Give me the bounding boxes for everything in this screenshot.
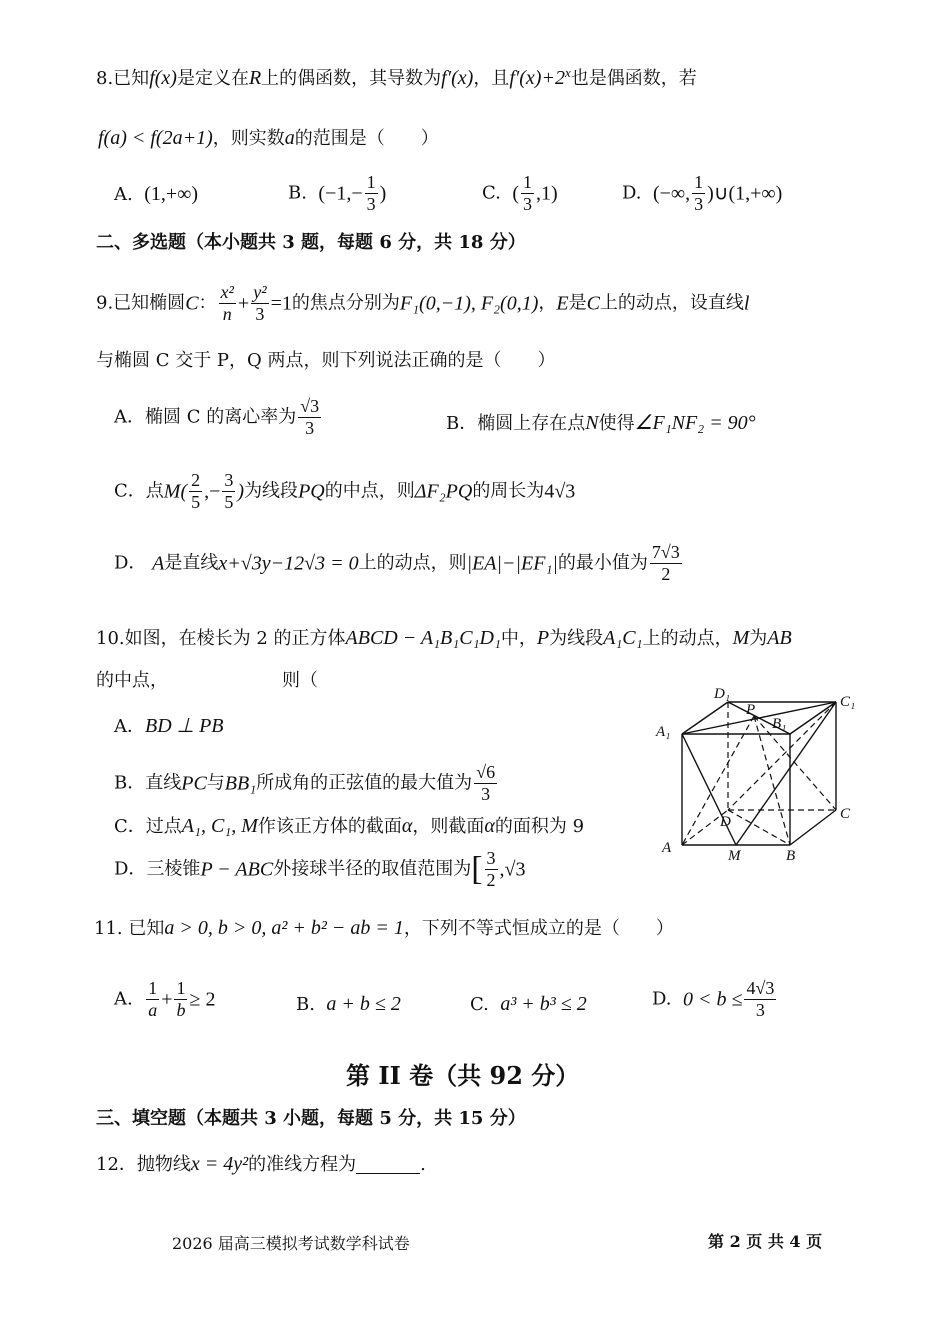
q10-line1: 10.如图，在棱长为 2 的正方体ABCD − A₁B₁C₁D₁中，P为线段A₁C₁上的动点，M为AB: [96, 627, 792, 649]
q8-line2: f(a) < f(2a+1)，则实数a的范围是（ ）: [98, 127, 439, 149]
label-p: P: [746, 702, 756, 718]
label-c1: C₁: [840, 694, 856, 710]
q10-option-b: B．直线PC与BB₁所成角的正弦值的最大值为 $\frac{√6}{3}$: [114, 762, 496, 804]
footer-title: 2026 届高三模拟考试数学科试卷: [172, 1234, 410, 1253]
label-m: M: [728, 848, 741, 864]
q10-option-c: C．过点A₁, C₁, M作该正方体的截面α，则截面α的面积为 9: [114, 815, 585, 837]
q9-option-d: D． A是直线x+√3y−12√3 = 0上的动点，则|EA|−|EF₁|的最小值为 $\frac{7√3}{2}$: [114, 542, 680, 584]
q12-answer-blank[interactable]: [356, 1155, 420, 1174]
q8-option-a: A. (1,+∞): [114, 183, 199, 205]
q10-option-a: A．BD ⊥ PB: [114, 715, 224, 737]
cube-figure: [650, 682, 870, 866]
q8-line1: 8.已知f(x)是定义在R上的偶函数，其导数为f′(x)，且$f'(x)+2^x$也是偶函数，若: [96, 65, 697, 89]
label-d: D: [720, 814, 731, 830]
label-d1: D₁: [714, 686, 731, 702]
label-b: B: [786, 848, 796, 864]
q8-option-d: D. (−∞, $\frac{1}{3}$ )∪(1,+∞): [622, 172, 783, 214]
q8-option-c: C. ( $\frac{1}{3}$ ,1): [482, 172, 558, 214]
section2-title: 二、多选题（本小题共 3 题，每题 6 分，共 18 分）: [96, 232, 526, 253]
q11-option-c: C. a³ + b³ ≤ 2: [470, 993, 587, 1015]
q11-option-d: D. 0 < b ≤ $\frac{4√3}{3}$: [652, 978, 775, 1020]
q8-option-b: B. (−1,− $\frac{1}{3}$ ): [288, 172, 387, 214]
label-b1: B₁: [772, 716, 787, 732]
q9-option-a: A．椭圆 C 的离心率为 $\frac{√3}{3}$: [114, 396, 320, 438]
label-c: C: [840, 806, 851, 822]
label-a1: A₁: [656, 724, 671, 740]
q11-option-b: B. a + b ≤ 2: [296, 993, 401, 1015]
page-number: 第 2 页 共 4 页: [708, 1232, 823, 1251]
q10-option-d: D．三棱锥P − ABC外接球半径的取值范围为[ $\frac{3}{2}$ ,√3: [114, 848, 526, 890]
label-a: A: [662, 840, 672, 856]
q11-line1: 11. 已知a > 0, b > 0, a² + b² − ab = 1，下列不等式恒成立的是（ ）: [94, 917, 674, 939]
q12-line: 12．抛物线x = 4y²的准线方程为 .: [96, 1153, 426, 1175]
q9-line2: 与椭圆 C 交于 P，Q 两点，则下列说法正确的是（ ）: [96, 350, 556, 371]
q11-option-a: A. $\frac{1}{a}$ + $\frac{1}{b}$ ≥ 2: [114, 978, 216, 1020]
part2-title: 第 II 卷（共 92 分）: [346, 1061, 580, 1090]
q9-line1: 9.已知椭圆C： $\frac{\text{x²}}{n}$ + $\frac{\text{y²}}{3}$ =1的焦点分别为F₁(0,−1), F₂(0,1)，E是C上的动点，设直线l: [96, 282, 750, 324]
section3-title: 三、填空题（本题共 3 小题，每题 5 分，共 15 分）: [96, 1108, 526, 1129]
q9-option-c: C．点M( $\frac{2}{5}$ ,− $\frac{3}{5}$ )为线段PQ的中点，则ΔF₂PQ的周长为4√3: [114, 470, 576, 512]
q9-option-b: B．椭圆上存在点N使得∠F₁NF₂ = 90°: [446, 412, 756, 434]
q10-line2: 的中点， 则（: [96, 670, 318, 691]
